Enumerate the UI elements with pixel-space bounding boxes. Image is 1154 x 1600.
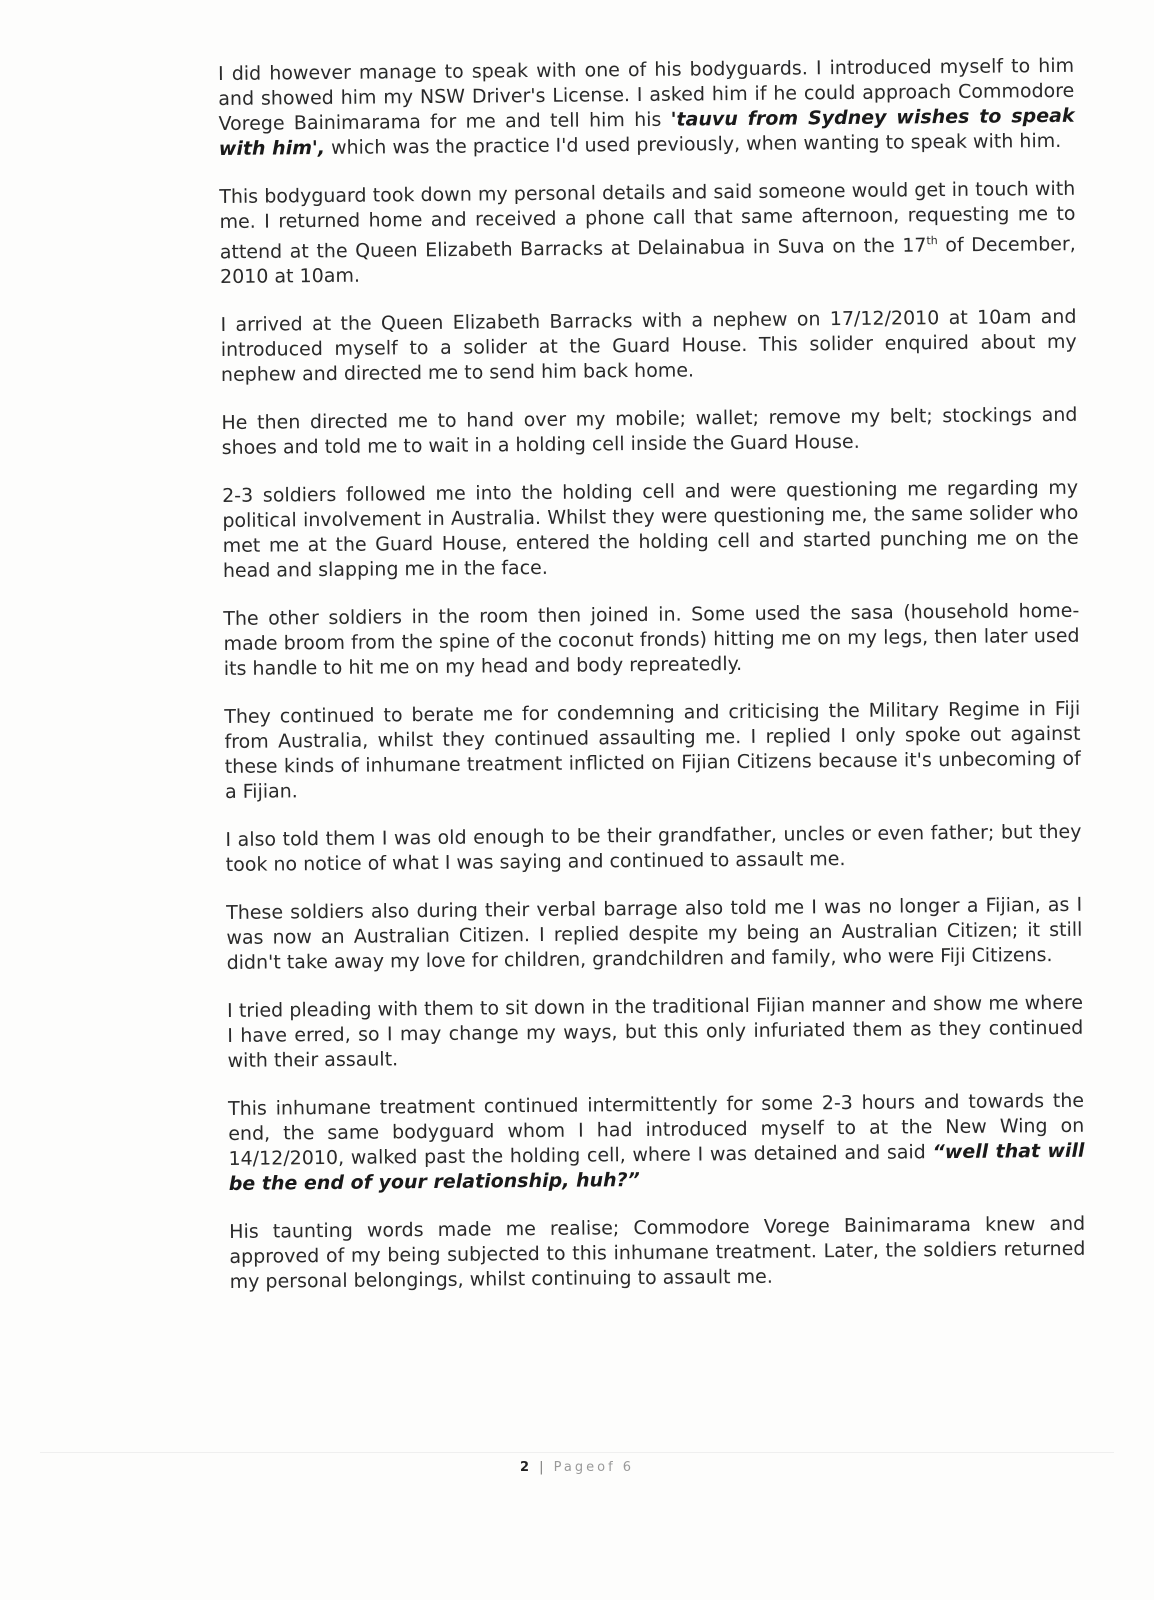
footer-divider — [40, 1452, 1114, 1453]
paragraph-12: His taunting words made me realise; Commodore Vorege Bainimarama knew and approved of my being subjected to this inhumane treatment. Later, the soldiers returned my personal belongings, whilst continuing to assault me. — [229, 1213, 1086, 1294]
paragraph-8: I also told them I was old enough to be their grandfather, uncles or even father; but they took no notice of what I was saying and continued to assault me. — [225, 821, 1082, 877]
paragraph-2-superscript: th — [926, 234, 938, 248]
paragraph-1-emphasis: 'tauvu from Sydney wishes to speak with him', — [218, 104, 1075, 160]
paragraph-1-text-a: I did however manage to speak with one of his bodyguards. I introduced myself to him and showed him my NSW Driver's License. I asked him if he could approach Commodore Vorege Bainimarama for me and tell him his — [218, 54, 1075, 135]
paragraph-11-quote: “well that will be the end of your relationship, huh?” — [228, 1140, 1085, 1196]
paragraph-1-text-c: which was the practice I'd used previously, when wanting to speak with him. — [324, 129, 1062, 159]
paragraph-9: These soldiers also during their verbal barrage also told me I was no longer a Fijian, as I was now an Australian Citizen. I replied despite my being an Australian Citizen; it still didn't take away my love for children, grandchildren and family, who were Fiji Citizens. — [226, 894, 1083, 975]
page-separator: | — [539, 1460, 547, 1475]
paragraph-7: They continued to berate me for condemning and criticising the Military Regime in Fiji from Australia, whilst they continued assaulting me. I replied I only spoke out against these kinds of inhumane treatment inflicted on Fijian Citizens because it's unbecoming of a Fijian. — [224, 698, 1081, 804]
page-footer — [0, 1460, 1154, 1475]
paragraph-4: He then directed me to hand over my mobile; wallet; remove my belt; stockings and shoes and told me to wait in a holding cell inside the Guard House. — [221, 404, 1078, 460]
paragraph-5: 2-3 soldiers followed me into the holding cell and were questioning me regarding my political involvement in Australia. Whilst they were questioning me, the same solider who met me at the Guard House, entered the holding cell and started punching me on the head and slapping me in the face. — [222, 477, 1079, 583]
paragraph-3: I arrived at the Queen Elizabeth Barracks with a nephew on 17/12/2010 at 10am and introduced myself to a solider at the Guard House. This solider enquired about my nephew and directed me to send him back home. — [220, 306, 1077, 387]
letter-body — [218, 54, 1086, 1318]
paragraph-2 — [219, 177, 1076, 291]
paragraph-11-text: This inhumane treatment continued intermittently for some 2-3 hours and towards the end, the same bodyguard whom I had introduced myself to at the New Wing on 14/12/2010, walked past the holding cell, where I was detained and said — [227, 1090, 1085, 1171]
paragraph-10: I tried pleading with them to sit down in the traditional Fijian manner and show me where I have erred, so I may change my ways, but this only infuriated them as they continued with their assault. — [227, 992, 1084, 1073]
paragraph-6: The other soldiers in the room then joined in. Some used the sasa (household home-made broom from the spine of the coconut fronds) hitting me on my legs, then later used its handle to hit me on my head and body repreatedly. — [223, 600, 1080, 681]
paragraph-1 — [218, 54, 1075, 162]
paragraph-11 — [228, 1089, 1085, 1197]
page-number: 2 — [519, 1460, 532, 1475]
paragraph-2-text-end: of December, 2010 at 10am. — [219, 233, 1076, 289]
page-label: Pageof 6 — [553, 1460, 635, 1475]
paragraph-2-text: This bodyguard took down my personal details and said someone would get in touch with me. I returned home and received a phone call that same afternoon, requesting me to attend at the Queen Elizabeth Barracks at Delainabua in Suva on the 17 — [219, 177, 1076, 264]
